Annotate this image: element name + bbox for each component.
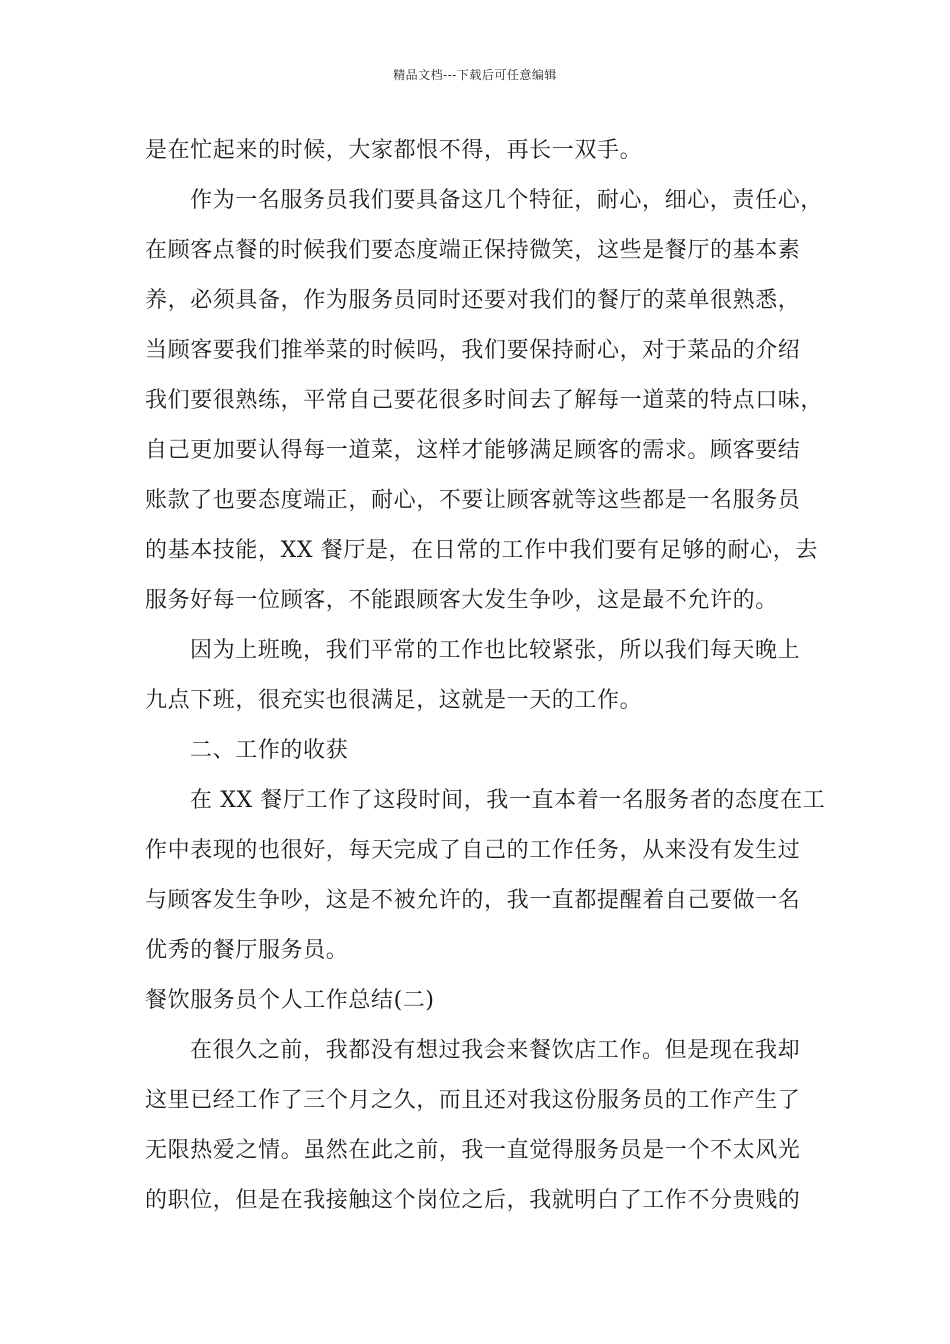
text-line: 自己更加要认得每一道菜，这样才能够满足顾客的需求。顾客要结 <box>145 438 801 463</box>
text-line: 与顾客发生争吵，这是不被允许的，我一直都提醒着自己要做一名 <box>145 888 801 913</box>
paragraph-start: 因为上班晚，我们平常的工作也比较紧张，所以我们每天晚上 <box>190 638 801 663</box>
text-line: 九点下班，很充实也很满足，这就是一天的工作。 <box>145 688 643 713</box>
text-line: 我们要很熟练，平常自己要花很多时间去了解每一道菜的特点口味， <box>145 388 824 413</box>
text-line: 优秀的餐厅服务员。 <box>145 938 349 963</box>
text-line: 的职位，但是在我接触这个岗位之后，我就明白了工作不分贵贱的 <box>145 1188 801 1213</box>
text-line: 作中表现的也很好，每天完成了自己的工作任务，从来没有发生过 <box>145 838 801 863</box>
text-line: 这里已经工作了三个月之久，而且还对我这份服务员的工作产生了 <box>145 1088 801 1113</box>
paragraph-start: 在很久之前，我都没有想过我会来餐饮店工作。但是现在我却 <box>190 1038 801 1063</box>
text-line: 养，必须具备，作为服务员同时还要对我们的餐厅的菜单很熟悉， <box>145 288 801 313</box>
text-line: 是在忙起来的时候，大家都恨不得，再长一双手。 <box>145 138 643 163</box>
section-heading: 二、工作的收获 <box>190 738 349 763</box>
paragraph-start: 在 XX 餐厅工作了这段时间，我一直本着一名服务者的态度在工 <box>190 788 826 813</box>
page-header: 精品文档---下载后可任意编辑 <box>393 68 557 82</box>
text-line: 无限热爱之情。虽然在此之前，我一直觉得服务员是一个不太风光 <box>145 1138 801 1163</box>
text-line: 当顾客要我们推举菜的时候吗，我们要保持耐心，对于菜品的介绍 <box>145 338 801 363</box>
paragraph-start: 作为一名服务员我们要具备这几个特征，耐心，细心，责任心， <box>190 188 823 213</box>
text-line: 服务好每一位顾客，不能跟顾客大发生争吵，这是最不允许的。 <box>145 588 778 613</box>
text-line: 的基本技能，XX 餐厅是，在日常的工作中我们要有足够的耐心，去 <box>145 538 818 563</box>
text-line: 在顾客点餐的时候我们要态度端正保持微笑，这些是餐厅的基本素 <box>145 238 801 263</box>
text-line: 账款了也要态度端正，耐心，不要让顾客就等这些都是一名服务员 <box>145 488 801 513</box>
document-title: 餐饮服务员个人工作总结(二) <box>145 988 435 1013</box>
